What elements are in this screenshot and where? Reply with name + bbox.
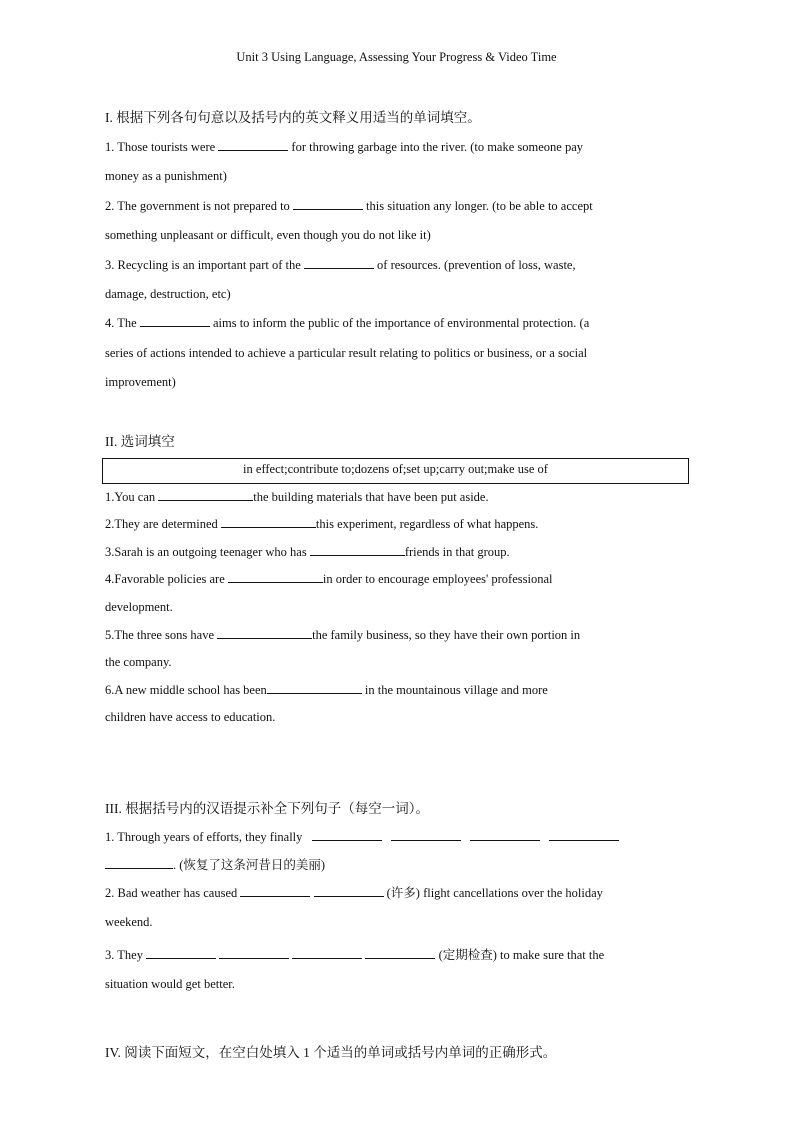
word-bank-box — [102, 458, 689, 484]
s1-question-1: 1. Those tourists were for throwing garbage into the river. (to make someone pay — [105, 140, 583, 154]
answer-blank[interactable] — [304, 258, 374, 269]
s1-question-3: 3. Recycling is an important part of the of resources. (prevention of loss, waste, — [105, 258, 576, 272]
answer-blank[interactable] — [219, 948, 289, 959]
answer-blank[interactable] — [293, 199, 363, 210]
answer-blank[interactable] — [267, 683, 362, 694]
answer-blank[interactable] — [105, 858, 173, 869]
s2-question-5: 5.The three sons have the family business, so they have their own portion in — [105, 628, 581, 642]
s2-question-1: 1.You can the building materials that have been put aside. — [105, 490, 489, 504]
answer-blank[interactable] — [158, 490, 253, 501]
s3-question-3-cont: situation would get better. — [105, 977, 235, 991]
answer-blank[interactable] — [140, 316, 210, 327]
section-3-heading: III. 根据括号内的汉语提示补全下列句子（每空一词）。 — [105, 801, 429, 816]
s3-question-3: 3. They (定期检查) to make sure that the — [105, 948, 605, 962]
answer-blank[interactable] — [146, 948, 216, 959]
s1-question-1-cont: money as a punishment) — [105, 169, 227, 183]
s3-question-1: 1. Through years of efforts, they finally — [105, 830, 619, 845]
answer-blank[interactable] — [240, 886, 310, 897]
s2-question-2: 2.They are determined this experiment, regardless of what happens. — [105, 517, 539, 531]
s2-question-4-cont: development. — [105, 600, 173, 614]
answer-blank[interactable] — [217, 628, 312, 639]
s1-question-4-cont2: improvement) — [105, 375, 176, 389]
word-bank: in effect;contribute to;dozens of;set up;carry out;make use of — [243, 462, 548, 476]
s2-question-6-cont: children have access to education. — [105, 710, 276, 724]
page-title: Unit 3 Using Language, Assessing Your Progress & Video Time — [236, 50, 557, 64]
s2-question-3: 3.Sarah is an outgoing teenager who has friends in that group. — [105, 545, 510, 559]
s3-question-2-cont: weekend. — [105, 915, 153, 929]
answer-blank[interactable] — [314, 886, 384, 897]
section-2-heading: II. 选词填空 — [105, 434, 175, 449]
answer-blank[interactable] — [549, 830, 619, 841]
s1-question-3-cont: damage, destruction, etc) — [105, 287, 231, 301]
answer-blank[interactable] — [470, 830, 540, 841]
s1-question-2-cont: something unpleasant or difficult, even though you do not like it) — [105, 228, 431, 242]
section-4-heading: IV. 阅读下面短文，在空白处填入 1 个适当的单词或括号内单词的正确形式。 — [105, 1045, 557, 1060]
s2-question-6: 6.A new middle school has been in the mountainous village and more — [105, 683, 548, 697]
answer-blank[interactable] — [312, 830, 382, 841]
s1-question-2: 2. The government is not prepared to this situation any longer. (to be able to accept — [105, 199, 593, 213]
s1-question-4: 4. The aims to inform the public of the importance of environmental protection. (a — [105, 316, 590, 330]
s3-question-2: 2. Bad weather has caused (许多) flight cancellations over the holiday — [105, 886, 603, 900]
answer-blank[interactable] — [365, 948, 435, 959]
answer-blank[interactable] — [292, 948, 362, 959]
answer-blank[interactable] — [218, 140, 288, 151]
section-1-heading: I. 根据下列各句句意以及括号内的英文释义用适当的单词填空。 — [105, 110, 481, 125]
answer-blank[interactable] — [310, 545, 405, 556]
s3-question-1-cont: . (恢复了这条河昔日的美丽) — [105, 855, 325, 873]
s1-question-4-cont: series of actions intended to achieve a particular result relating to politics or business, or a social — [105, 346, 588, 360]
answer-blank[interactable] — [228, 572, 323, 583]
answer-blank[interactable] — [221, 517, 316, 528]
s2-question-4: 4.Favorable policies are in order to encourage employees' professional — [105, 572, 553, 586]
s2-question-5-cont: the company. — [105, 655, 172, 669]
answer-blank[interactable] — [391, 830, 461, 841]
